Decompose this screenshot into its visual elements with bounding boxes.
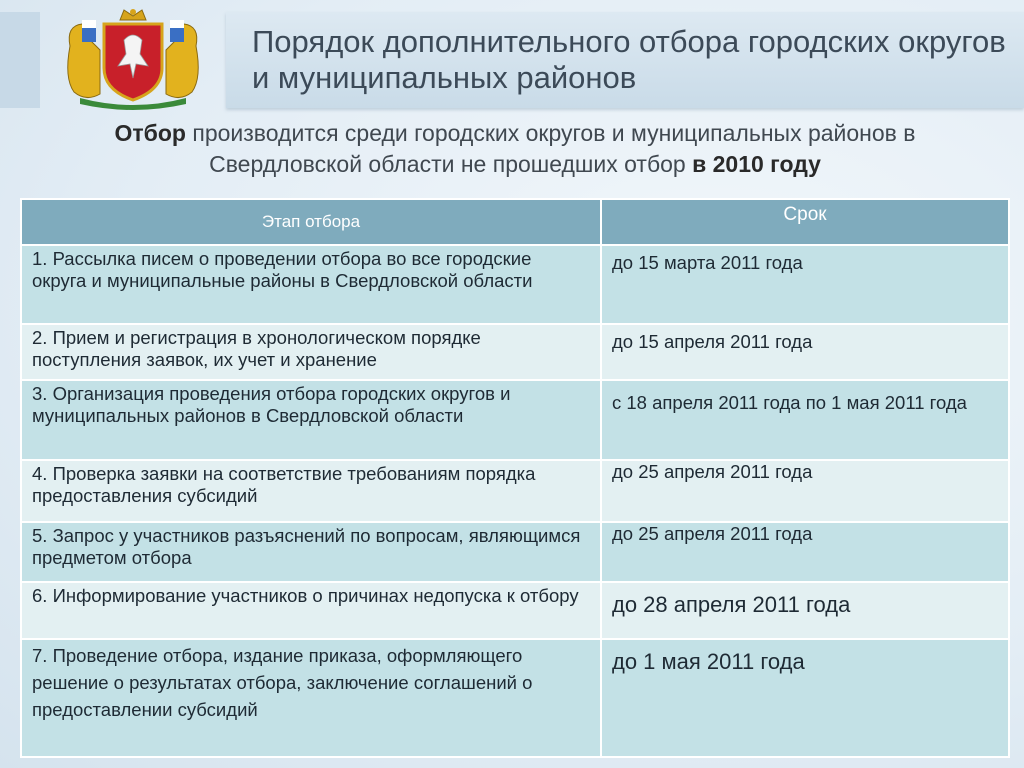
table-row bbox=[21, 522, 1009, 582]
subtitle-bold-end: в 2010 году bbox=[692, 151, 821, 177]
table-row bbox=[21, 380, 1009, 460]
header-stage: Этап отбора bbox=[21, 199, 601, 245]
term-cell: до 1 мая 2011 года bbox=[601, 639, 1009, 757]
table-row bbox=[21, 245, 1009, 324]
subtitle bbox=[40, 118, 990, 180]
term-cell: до 15 марта 2011 года bbox=[601, 245, 1009, 324]
coat-of-arms-icon bbox=[60, 6, 206, 110]
table-row bbox=[21, 460, 1009, 522]
header-term: Срок bbox=[601, 199, 1009, 245]
term-cell: с 18 апреля 2011 года по 1 мая 2011 года bbox=[601, 380, 1009, 460]
stages-table bbox=[20, 198, 1010, 758]
stage-cell: 2. Прием и регистрация в хронологическом порядке поступления заявок, их учет и хранение bbox=[21, 324, 601, 380]
stage-cell: 6. Информирование участников о причинах недопуска к отбору bbox=[21, 582, 601, 639]
table-header-row bbox=[21, 199, 1009, 245]
term-cell: до 28 апреля 2011 года bbox=[601, 582, 1009, 639]
stage-cell: 7. Проведение отбора, издание приказа, оформляющего решение о результатах отбора, заключение соглашений о предоставлении субсидий bbox=[21, 639, 601, 757]
subtitle-text: производится среди городских округов и муниципальных районов в Свердловской области не прошедших отбор bbox=[185, 120, 916, 177]
term-cell: до 15 апреля 2011 года bbox=[601, 324, 1009, 380]
table-row bbox=[21, 324, 1009, 380]
subtitle-bold-start: Отбор bbox=[114, 120, 186, 146]
stage-cell: 1. Рассылка писем о проведении отбора во все городские округа и муниципальные районы в Свердловской области bbox=[21, 245, 601, 324]
term-cell: до 25 апреля 2011 года bbox=[601, 522, 1009, 582]
table-row bbox=[21, 639, 1009, 757]
stage-cell: 5. Запрос у участников разъяснений по вопросам, являющимся предметом отбора bbox=[21, 522, 601, 582]
left-header-stripe bbox=[0, 12, 40, 108]
table-row bbox=[21, 582, 1009, 639]
page-title: Порядок дополнительного отбора городских округов и муниципальных районов bbox=[252, 24, 1006, 95]
stage-cell: 3. Организация проведения отбора городских округов и муниципальных районов в Свердловской области bbox=[21, 380, 601, 460]
term-cell: до 25 апреля 2011 года bbox=[601, 460, 1009, 522]
stage-cell: 4. Проверка заявки на соответствие требованиям порядка предоставления субсидий bbox=[21, 460, 601, 522]
